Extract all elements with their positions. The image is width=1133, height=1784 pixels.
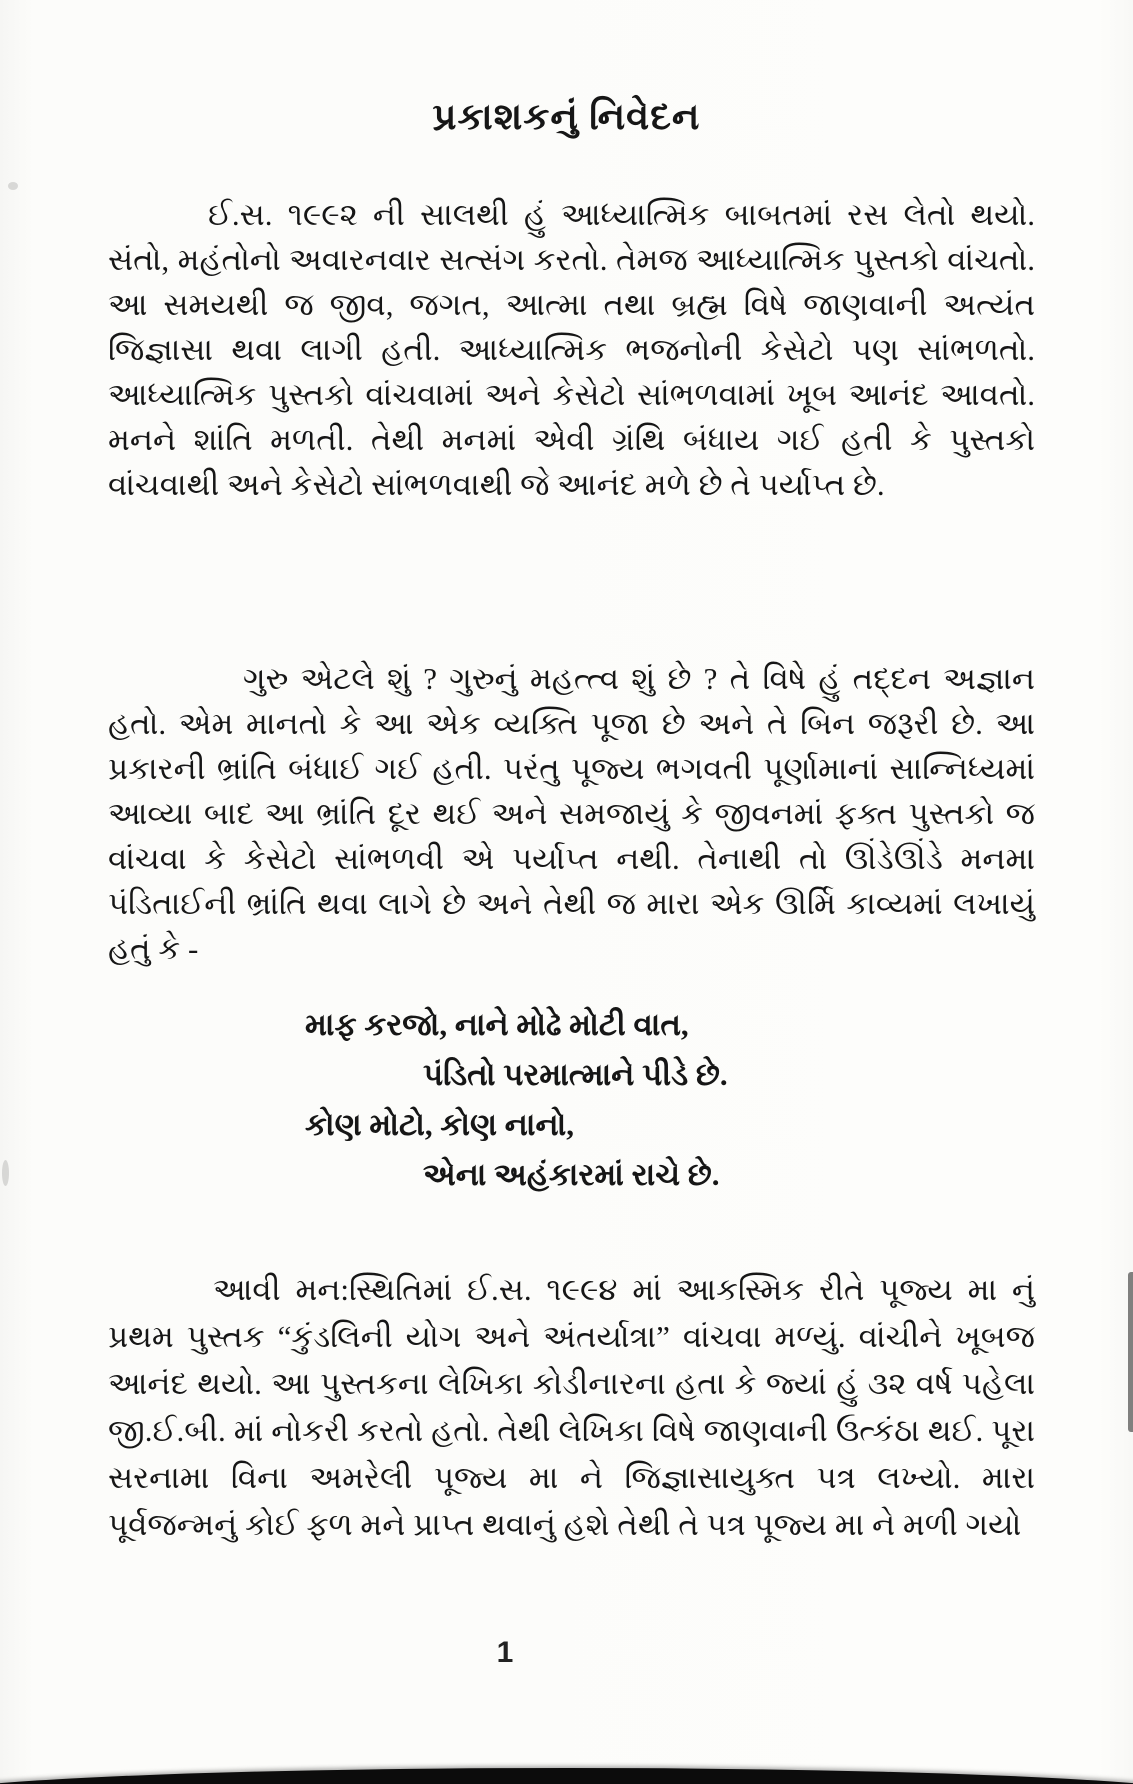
poem-block	[305, 1000, 728, 1200]
paragraph-1: ઈ.સ. ૧૯૯૨ ની સાલથી હું આધ્યાત્મિક બાબતમાં રસ લેતો થયો. સંતો, મહંતોનો અવારનવાર સત્સંગ કરતો. તેમજ આધ્યાત્મિક પુસ્તકો વાંચતો. આ સમયથી જ જીવ, જગત, આત્મા તથા બ્રહ્મ વિષે જાણવાની અત્યંત જિજ્ઞાસા થવા લાગી હતી. આધ્યાત્મિક ભજનોની કેસેટો પણ સાંભળતો. આધ્યાત્મિક પુસ્તકો વાંચવામાં અને કેસેટો સાંભળવામાં ખૂબ આનંદ આવતો. મનને શાંતિ મળતી. તેથી મનમાં એવી ગ્રંથિ બંધાય ગઈ હતી કે પુસ્તકો વાંચવાથી અને કેસેટો સાંભળવાથી જે આનંદ મળે છે તે પર્યાપ્ત છે.	[108, 197, 1035, 502]
scan-speck	[2, 1160, 9, 1186]
poem-line-3: કોણ મોટો, કોણ નાનો,	[305, 1107, 575, 1142]
paragraph-2: ગુરુ એટલે શું ? ગુરુનું મહત્ત્વ શું છે ? તે વિષે હું તદ્દન અજ્ઞાન હતો. એમ માનતો કે આ એક વ્યક્તિ પૂજા છે અને તે બિન જરૂરી છે. આ પ્રકારની ભ્રાંતિ બંધાઈ ગઈ હતી. પરંતુ પૂજ્ય ભગવતી પૂર્ણામાનાં સાન્નિધ્યમાં આવ્યા બાદ આ ભ્રાંતિ દૂર થઈ અને સમજાયું કે જીવનમાં ફક્ત પુસ્તકો જ વાંચવા કે કેસેટો સાંભળવી એ પર્યાપ્ત નથી. તેનાથી તો ઊંડેઊંડે મનમા પંડિતાઈની ભ્રાંતિ થવા લાગે છે અને તેથી જ મારા એક ઊર્મિ કાવ્યમાં લખાયું હતું કે -	[108, 661, 1035, 966]
scan-edge-artifact-bottom	[0, 1768, 1133, 1784]
paragraph-3: આવી મન:સ્થિતિમાં ઈ.સ. ૧૯૯૪ માં આકસ્મિક રીતે પૂજ્ય મા નું પ્રથમ પુસ્તક “કુંડલિની યોગ અને અંતર્યાત્રા” વાંચવા મળ્યું. વાંચીને ખૂબજ આનંદ થયો. આ પુસ્તકના લેખિકા કોડીનારના હતા કે જ્યાં હું ૩૨ વર્ષ પહેલા જી.ઈ.બી. માં નોકરી કરતો હતો. તેથી લેખિકા વિષે જાણવાની ઉત્કંઠા થઈ. પૂરા સરનામા વિના અમરેલી પૂજ્ય મા ને જિજ્ઞાસાયુક્ત પત્ર લખ્યો. મારા પૂર્વજન્મનું કોઈ ફળ મને પ્રાપ્ત થવાનું હશે તેથી તે પત્ર પૂજ્ય મા ને મળી ગયો	[108, 1272, 1035, 1542]
page-title: પ્રકાશકનું નિવેદન	[432, 97, 701, 138]
scan-edge-artifact-right	[1128, 1272, 1133, 1432]
page-number: 1	[496, 1636, 514, 1669]
poem-line-1: માફ કરજો, નાને મોઢે મોટી વાત,	[305, 1007, 689, 1042]
poem-line-2: પંડિતો પરમાત્માને પીડે છે.	[423, 1057, 728, 1092]
scan-speck	[8, 182, 18, 190]
poem-line-4: એના અહંકારમાં રાચે છે.	[423, 1157, 720, 1192]
